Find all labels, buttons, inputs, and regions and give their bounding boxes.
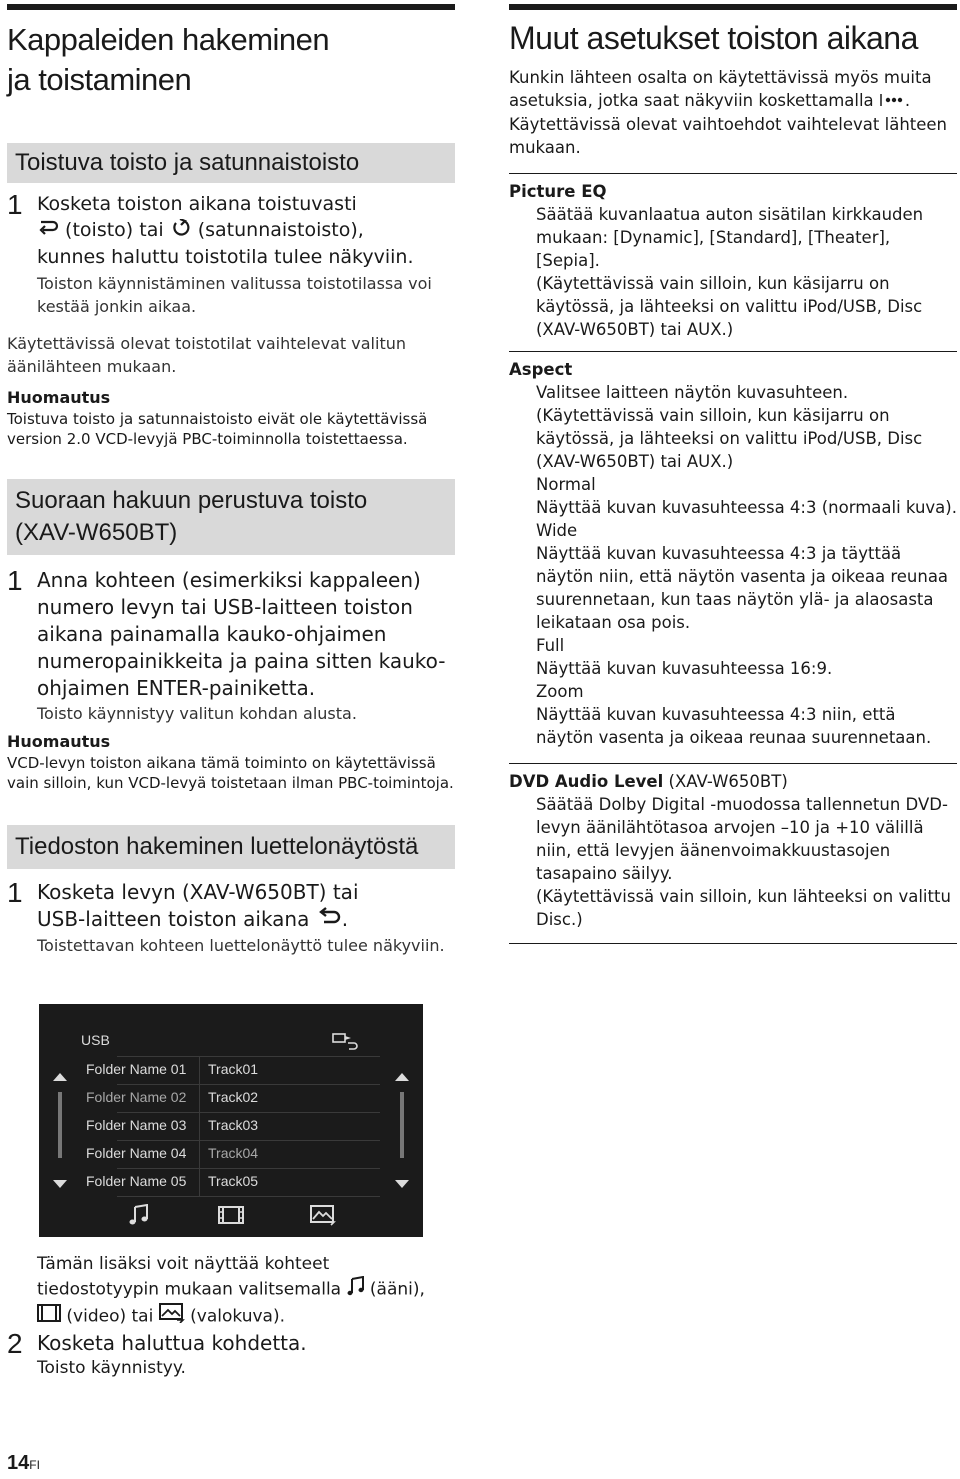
folder-item[interactable]: Folder Name 01 <box>86 1061 187 1077</box>
section-heading-direct-search <box>7 479 455 555</box>
option-zoom-desc: Näyttää kuvan kuvasuhteessa 4:3 niin, että näytön vasenta ja oikeaa reunaa suurennetaan. <box>536 705 932 747</box>
option-zoom: Zoom <box>536 682 584 701</box>
folder-item[interactable]: Folder Name 05 <box>86 1173 187 1189</box>
step-2-select <box>7 1330 477 1380</box>
definition: Säätää kuvanlaatua auton sisätilan kirkkauden mukaan: [Dynamic], [Standard], [Theater], [Sepia]. <box>536 205 924 270</box>
divider <box>117 1112 380 1113</box>
step-text-line: kunnes haluttu toistotila tulee näkyviin. <box>37 245 414 268</box>
music-icon <box>347 1276 365 1303</box>
track-item[interactable]: Track02 <box>208 1089 259 1105</box>
music-filter-icon[interactable] <box>128 1204 150 1231</box>
filter-text-audio: (ääni), <box>369 1279 425 1300</box>
back-icon <box>316 907 342 934</box>
divider <box>117 1196 380 1197</box>
intro-text-b: . Käytettävissä olevat vaihtoehdot vaihtelevat lähteen mukaan. <box>509 91 948 157</box>
track-item[interactable]: Track01 <box>208 1061 259 1077</box>
right-column <box>509 0 957 944</box>
back-icon[interactable] <box>331 1032 359 1055</box>
filter-text-photo: (valokuva). <box>190 1306 285 1327</box>
filter-description <box>37 1253 457 1330</box>
divider <box>117 1140 380 1141</box>
step-subtext: Toiston käynnistäminen valitussa toistotilassa voi kestää jonkin aikaa. <box>37 273 432 316</box>
filter-text-line: tiedostotyypin mukaan valitsemalla <box>37 1279 342 1300</box>
folder-item[interactable]: Folder Name 04 <box>86 1145 187 1161</box>
chapter-title-line-2: ja toistaminen <box>7 62 192 97</box>
step-text-period: . <box>341 906 349 931</box>
step-subtext: Toisto käynnistyy valitun kohdan alusta. <box>37 703 357 723</box>
top-rule <box>7 4 455 10</box>
section-title: Muut asetukset toiston aikana <box>509 20 918 56</box>
intro-text-a: Kunkin lähteen osalta on käytettävissä myös muita asetuksia, jotka saat näkyviin koskettamalla <box>509 68 932 110</box>
option-full: Full <box>536 636 565 655</box>
column-divider <box>199 1056 200 1196</box>
options-menu-icon <box>879 90 905 113</box>
definition: Säätää Dolby Digital -muodossa tallennetun DVD-levyn äänilähtötasoa arvojen –10 ja +10 välillä niin, että levyjen äänenvoimakkuustasojen tasapaino säilyy. <box>536 795 948 883</box>
track-item[interactable]: Track04 <box>208 1145 259 1161</box>
note-text: VCD-levyn toiston aikana tämä toiminto on käytettävissä vain silloin, kun VCD-levyä toistetaan ilman PBC-toimintoja. <box>7 753 454 792</box>
left-column <box>7 0 455 957</box>
option-normal-desc: Näyttää kuvan kuvasuhteessa 4:3 (normaali kuva). <box>536 498 957 517</box>
step-number: 2 <box>7 1328 23 1359</box>
definition-note: (Käytettävissä vain silloin, kun käsijarru on käytössä, ja lähteeksi on valittu iPod/USB, Disc (XAV-W650BT) tai AUX.) <box>536 274 923 339</box>
repeat-icon <box>37 218 59 244</box>
scroll-up-right-icon[interactable] <box>395 1068 409 1086</box>
step-1-repeat <box>7 191 455 318</box>
option-normal: Normal <box>536 475 596 494</box>
scroll-up-left-icon[interactable] <box>53 1068 67 1086</box>
shuffle-icon <box>170 218 192 244</box>
scroll-bar-left[interactable] <box>58 1092 62 1158</box>
section-heading-repeat-shuffle: Toistuva toisto ja satunnaistoisto <box>7 143 455 183</box>
scroll-down-left-icon[interactable] <box>53 1175 67 1193</box>
divider <box>117 1084 380 1085</box>
picture-eq-entry <box>509 174 957 341</box>
term-aspect: Aspect <box>509 360 573 379</box>
step-text-line: Kosketa toiston aikana toistuvasti <box>37 193 357 215</box>
definition-note: (Käytettävissä vain silloin, kun käsijarru on käytössä, ja lähteeksi on valittu iPod/USB, Disc (XAV-W650BT) tai AUX.) <box>536 406 923 471</box>
step-number: 1 <box>7 876 23 908</box>
definition-note: (Käytettävissä vain silloin, kun lähteeksi on valittu Disc.) <box>536 887 951 929</box>
step-text: Kosketa haluttua kohdetta. <box>37 1331 307 1355</box>
scroll-down-right-icon[interactable] <box>395 1175 409 1193</box>
list-screen <box>39 1004 423 1237</box>
page-number <box>7 1452 40 1475</box>
step-subtext: Toistettavan kohteen luettelonäyttö tulee näkyviin. <box>37 935 445 955</box>
chapter-title-line-1: Kappaleiden hakeminen <box>7 22 330 57</box>
step-subtext: Toisto käynnistyy. <box>37 1358 186 1378</box>
scroll-bar-right[interactable] <box>400 1092 404 1158</box>
aspect-entry <box>509 352 957 749</box>
track-item[interactable]: Track05 <box>208 1173 259 1189</box>
definition: Valitsee laitteen näytön kuvasuhteen. <box>536 383 849 402</box>
folder-item[interactable]: Folder Name 03 <box>86 1117 187 1133</box>
step-text-line: USB-laitteen toiston aikana <box>37 906 310 931</box>
section-heading-list-search: Tiedoston hakeminen luettelonäytöstä <box>7 825 455 869</box>
page-number-value: 14 <box>7 1452 30 1474</box>
divider <box>117 1168 380 1169</box>
step-text-shuffle-label: (satunnaistoisto), <box>197 219 364 241</box>
chapter-title <box>7 20 455 100</box>
section-heading-line-2: (XAV-W650BT) <box>15 518 178 546</box>
intro-text <box>509 66 957 159</box>
video-filter-icon[interactable] <box>218 1205 244 1230</box>
step-text: Anna kohteen (esimerkiksi kappaleen) numero levyn tai USB-laitteen toiston aikana painamalla kauko-ohjaimen numeropainikkeita ja paina sitten kauko-ohjaimen ENTER-painiketta. <box>37 567 446 700</box>
track-item[interactable]: Track03 <box>208 1117 259 1133</box>
video-icon <box>37 1304 61 1329</box>
dvd-audio-level-entry <box>509 764 957 931</box>
folder-item[interactable]: Folder Name 02 <box>86 1089 187 1105</box>
term-picture-eq: Picture EQ <box>509 182 607 201</box>
step-text-line: Kosketa levyn (XAV-W650BT) tai <box>37 879 359 904</box>
divider <box>509 943 957 944</box>
top-rule <box>509 4 957 10</box>
note-heading: Huomautus <box>7 731 111 751</box>
source-label: USB <box>81 1032 110 1048</box>
filter-text-line: Tämän lisäksi voit näyttää kohteet <box>37 1254 330 1274</box>
option-full-desc: Näyttää kuvan kuvasuhteessa 16:9. <box>536 659 833 678</box>
step-text-repeat-label: (toisto) tai <box>65 219 164 241</box>
note-heading: Huomautus <box>7 387 111 407</box>
step-1-direct-search <box>7 564 455 725</box>
section-heading-line-1: Suoraan hakuun perustuva toisto <box>15 486 368 514</box>
option-wide: Wide <box>536 521 578 540</box>
term-model: (XAV-W650BT) <box>668 772 788 791</box>
info-text: Käytettävissä olevat toistotilat vaihtelevat valitun äänilähteen mukaan. <box>7 333 406 376</box>
filter-text-video: (video) tai <box>66 1306 154 1327</box>
option-wide-desc: Näyttää kuvan kuvasuhteessa 4:3 ja täyttää näytön niin, että näytön vasenta ja oikeaa reunaa suurennetaan, kun taas näytön ylä- ja alaosasta leikataan osa pois. <box>536 544 949 632</box>
step-1-list-search <box>7 876 455 957</box>
note-text: Toistuva toisto ja satunnaistoisto eivät ole käytettävissä version 2.0 VCD-levyjä PBC-toiminnolla toistettaessa. <box>7 409 428 448</box>
term-dvd-audio-level: DVD Audio Level <box>509 772 664 791</box>
page-language: FI <box>29 1458 40 1472</box>
photo-icon <box>159 1303 185 1330</box>
photo-filter-icon[interactable] <box>310 1204 336 1231</box>
step-number: 1 <box>7 564 23 596</box>
step-number: 1 <box>7 189 23 220</box>
